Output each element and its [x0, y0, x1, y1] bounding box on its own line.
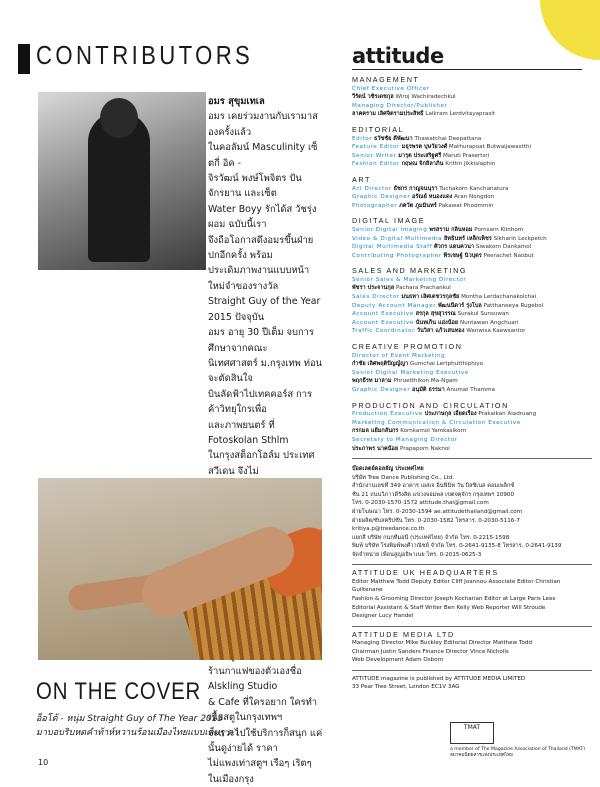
bio-line: ในคอลัมน์ Masculinity เซ็ตกี่ อิค -: [208, 142, 318, 169]
bio-line: จึงถือโอกาสดึงอมรขึ้นฝ่ายปกอีกครั้ง พร้อม: [208, 234, 314, 262]
staff-name-en: Peerachet Naobut: [483, 252, 534, 259]
contributor-photo: [38, 92, 206, 270]
staff-name-en: Laikram Lerdvitayaprasit: [425, 111, 495, 118]
staff-name-thai: ธวัชชัย ดีพัฒนา: [373, 135, 413, 142]
staff-name-thai: ลาคคราม เลิศจิตรามประสิทธิ์: [352, 111, 424, 118]
staff-name-en: Siwakorn Dankamol: [475, 244, 532, 251]
staff-row: [352, 377, 592, 386]
staff-row: [352, 110, 592, 119]
staff-role: Production Executive: [352, 411, 423, 418]
divider: [352, 626, 592, 627]
staff-name-thai: อรัณย์ หนองแดง: [412, 194, 453, 201]
staff-row: [352, 276, 592, 285]
bio-line: ในกรุงสต็อกโฮล์ม ประเทศสวีเดน จึงไม่: [208, 450, 315, 477]
staff-row: [352, 252, 592, 261]
publisher-line: โทร. 0-2030-1570-1572 attitude.thai@gmail.com: [352, 500, 489, 507]
masthead: [352, 76, 592, 692]
staff-row: [352, 85, 592, 94]
credit-line: Designer Lucy Handel: [352, 613, 414, 620]
staff-row: [352, 185, 592, 194]
tmat-mark: TMAT: [450, 722, 494, 744]
credit-line: Web Development Adam Osborn: [352, 657, 444, 664]
staff-role: Feature Editor: [352, 144, 400, 151]
publisher-line: พิมพ์ บริษัท โรงพิมพ์พงศ์วาณิชย์ จำกัด โทร. 0-2641-9135-8 โทรสาร. 0-2641-9139: [352, 543, 562, 550]
publisher-line: ฝ่ายผลิต/ซับสคริปชั่น โทร. 0-2030-1582 โทรสาร. 0-2030-5116-7 kritiya.p@treedance.co.th: [352, 517, 520, 533]
staff-name-en: Anumat Thamma: [446, 387, 495, 393]
staff-row: [352, 410, 592, 419]
staff-name-thai: สิทธินทร์ เหล็กเพ็ชร: [444, 235, 492, 242]
staff-name-thai: กรกมล แย้มกลั่นกร: [352, 428, 399, 435]
publisher-info: [352, 465, 592, 560]
staff-name-thai: กำชัย เลิศพฤติปัญญ์ญา: [352, 361, 409, 368]
staff-role: Managing Director/Publisher: [352, 102, 448, 109]
staff-name-thai: พัชรา ประจานกุล: [352, 285, 395, 292]
credit-line: Editor Matthew Todd Deputy Editor Cliff Joannou Associate Editor Christian Guiltenane: [352, 578, 561, 594]
staff-row: [352, 386, 592, 395]
staff-name-en: Gumchai Lertphutthiphiyo: [409, 361, 484, 368]
section-heading: ATTITUDE UK HEADQUARTERS: [352, 568, 499, 578]
staff-row: [352, 302, 592, 311]
imprint-line: ATTITUDE magazine is published by ATTITUDE MEDIA LIMITED: [352, 675, 526, 682]
staff-role: Account Executive: [352, 311, 414, 318]
cover-caption-line: อ็อโต้ - หนุ่ม Straight Guy of The Year 2015: [36, 714, 224, 724]
logo-text: a member of The Magazine Association of Thailand (TMAT): [450, 747, 586, 752]
staff-row: [352, 235, 592, 244]
staff-role: Digital Multimedia Staff: [352, 244, 433, 251]
staff-name-thai: พรสราม กลิ่นหอม: [429, 226, 473, 233]
staff-row: [352, 310, 592, 319]
bio-line: ประเดิมภาพงานแบบหน้าใหม่จำของรางวัล: [208, 265, 310, 292]
staff-name-thai: ศิวกร แดนควนา: [434, 244, 475, 251]
bio-line: Water Boyy รักได้ส วัชรุ่งผอม ฉบับนี้เรา: [208, 203, 317, 231]
staff-row: [352, 369, 592, 378]
bio-line: อมร เคยร่วมงานกับเรามาสองครั้งแล้ว: [208, 111, 318, 138]
staff-row: [352, 436, 592, 445]
staff-row: [352, 419, 592, 428]
staff-role: Photographer: [352, 202, 398, 209]
staff-name-thai: วันวิสา แก้วเสนทอง: [416, 328, 465, 335]
bio-text: [208, 109, 323, 787]
staff-row: [352, 160, 592, 169]
bio-line: & Cafe ที่ใครอยาก ใครทำเนื้อสตูในกรุงเทพฯ: [208, 696, 318, 724]
imprint-line: 33 Pear Tree Street, London EC1V 3AG: [352, 684, 460, 691]
contributor-bio: [208, 94, 323, 787]
staff-name-thai: ธัชกร กาญจนนุรา: [393, 185, 438, 192]
section-heading: EDITORIAL: [352, 124, 405, 134]
staff-role: Chief Executive Officer: [352, 85, 430, 92]
media-block: [352, 631, 592, 665]
credit-line: Managing Director Mike Buckley Editorial Director Matthew Todd: [352, 640, 532, 647]
contributors-title: CONTRIBUTORS: [36, 40, 254, 70]
section-heading: ATTITUDE MEDIA LTD: [352, 629, 455, 639]
staff-name-en: Patthaneeya Rugebol: [483, 302, 544, 309]
staff-name-thai: ประภาพร นาคน้อย: [352, 445, 399, 452]
staff-role: Senior Digital Imaging: [352, 226, 428, 233]
staff-name-thai: พฤกธีรท มาลาม: [352, 378, 392, 385]
staff-name-en: Phruetthikon Ma-Ngam: [393, 378, 458, 385]
staff-name-en: Montha Lerdachanakolchai: [461, 294, 537, 301]
staff-role: Art Director: [352, 185, 392, 192]
staff-row: [352, 319, 592, 328]
staff-role: Video & Digital Multimedia: [352, 235, 443, 242]
staff-role: Graphic Designer: [352, 194, 411, 201]
credit-line: Editorial Assistant & Staff Writer Ben Kelly Web Reporter Will Stroude: [352, 604, 546, 611]
publisher-line: บริษัท Tree Dance Publishing Co., Ltd.: [352, 474, 455, 481]
bio-line: บินลัดฟ้าไปเทคคอร์ส การค้าวิทยุใกรเพื่อ: [208, 388, 313, 416]
tmat-logo: [450, 722, 600, 759]
staff-name-thai: วีรัตน์ วชิรเดชกุล: [352, 94, 394, 101]
staff-name-en: Krittin Jikkislaphin: [445, 161, 496, 168]
section-heading: DIGITAL IMAGE: [352, 216, 426, 226]
staff-role: Senior Digital Marketing Executive: [352, 369, 469, 376]
yellow-corner-decoration: [540, 0, 600, 60]
staff-name-en: Sikharin Leckpetch: [493, 235, 547, 242]
bio-line: และภาพยนตร์ ที่ Fotoskolan Sthlm: [208, 419, 289, 446]
staff-role: Account Executive: [352, 319, 414, 326]
staff-name-thai: มารุต ประเสริฐศรี: [398, 152, 442, 159]
publisher-line: ชั้น 21 ถนนวิภาวดีรังสิต แขวงจอมพล เขตจตุจักร กรุงเทพฯ 10900: [352, 491, 515, 498]
staff-name-thai: นันทเก็น แอ่งน้อย: [415, 319, 459, 326]
bio-line: Straight Guy of the Year 2015 ปัจจุบัน: [208, 296, 321, 323]
section-heading: CREATIVE PROMOTION: [352, 342, 463, 352]
staff-name-en: Pakawat Phoommin: [438, 202, 494, 209]
bio-line: จิรวัฒน์ พงษ์โพจิตร ปันจักรยาน และเซ็ต: [208, 173, 302, 200]
staff-name-en: Kornkamol Yamkasikorn: [400, 428, 467, 435]
staff-row: [352, 293, 592, 302]
publisher-line: ฝ่ายโฆษณา โทร. 0-2030-1594 ae.attitudethailand@gmail.com: [352, 508, 523, 515]
staff-name-en: Pornsarn Klinhom: [474, 226, 524, 233]
divider: [352, 458, 592, 459]
staff-name-en: Mathurapoat Butwaijawastthi: [448, 144, 532, 151]
divider: [352, 69, 582, 70]
on-the-cover-title: ON THE COVER: [36, 678, 202, 705]
staff-role: Fashion Editor: [352, 161, 400, 168]
divider: [352, 564, 592, 565]
staff-name-en: Aran Nongdon: [454, 194, 495, 201]
staff-name-thai: ภควัต ภูมมินทร์: [399, 202, 437, 209]
staff-row: [352, 427, 592, 436]
staff-row: [352, 445, 592, 454]
staff-name-thai: สรกุล สุขสุวรรณ: [415, 311, 456, 318]
staff-row: [352, 360, 592, 369]
bio-line: จะแวะไปใช้บริการก็สนุก แค่นั้นดูง่ายได้ ราคา: [208, 727, 323, 755]
staff-row: [352, 102, 592, 111]
staff-role: Traffic Coordinator: [352, 328, 416, 335]
bio-line: อมร อายุ 30 ปีเต็ม จบการศึกษาจากคณะ: [208, 327, 314, 354]
publisher-line: จัดจำหน่าย เพื่อนสูญอธิพาเนย โทร. 0-2015-0625-3: [352, 551, 482, 558]
staff-name-thai: ประภาษกุล เอียดเรือง: [424, 411, 477, 418]
page-number: 10: [38, 758, 49, 767]
staff-role: Sales Director: [352, 294, 400, 301]
staff-role: Deputy Account Manager: [352, 302, 437, 309]
staff-name-en: Prakaikan Aiadruang: [478, 411, 537, 418]
staff-row: [352, 135, 592, 144]
section-heading: ART: [352, 174, 372, 184]
staff-name-en: Wiroj Wachiradechkul: [395, 94, 456, 101]
staff-name-thai: พีรเชษฐ์ นิวบุตร: [443, 252, 482, 259]
staff-name-en: Thawatchai Deepattana: [414, 135, 482, 142]
staff-row: [352, 143, 592, 152]
staff-name-thai: มธุรพรต บุษวัยวงศ์: [401, 144, 448, 151]
staff-row: [352, 93, 592, 102]
staff-name-thai: กฤษณ จิกสิลาภิน: [401, 161, 444, 168]
contributor-name: อมร สุขุมเทเล: [208, 96, 265, 107]
staff-role: Secretary to Managing Director: [352, 436, 458, 443]
section-heading: SALES AND MARKETING: [352, 266, 468, 276]
staff-row: [352, 352, 592, 361]
staff-row: [352, 284, 592, 293]
staff-name-thai: พัฒนนีดาร์ รุ่งโบล: [438, 302, 482, 309]
staff-name-thai: อนุมัติ ธรรมา: [412, 387, 445, 393]
cover-caption: [36, 712, 326, 740]
staff-name-en: Maruti Prasertsri: [442, 152, 490, 159]
staff-role: Editor: [352, 135, 373, 142]
section-heading: MANAGEMENT: [352, 75, 420, 84]
staff-row: [352, 243, 592, 252]
staff-role: Marketing Communication & Circulation Executive: [352, 419, 521, 426]
divider: [352, 670, 592, 671]
bio-line: ร้านกาแฟของตัวเองชื่อ Alskling Studio: [208, 666, 302, 693]
bio-line: นิเทศศาสตร์ ม.กรุงเทพ ท่อนจะตัดสินใจ: [208, 357, 322, 385]
cover-photo: [38, 478, 322, 660]
staff-name-en: Pachara Prachankul: [395, 285, 451, 292]
staff-role: Senior Writer: [352, 152, 397, 159]
staff-row: [352, 152, 592, 161]
staff-role: Senior Sales & Marketing Director: [352, 276, 467, 283]
staff-role: Graphic Designer: [352, 387, 411, 393]
cover-caption-line: มาบอบริบหดคำท้าห์หวานร้อนเมืองไทยแบบเต็มๆ ตา: [36, 728, 238, 738]
staff-role: Contributing Photographer: [352, 252, 442, 259]
staff-row: [352, 226, 592, 235]
staff-name-en: Prapaporn Naknoi: [399, 445, 450, 452]
staff-row: [352, 327, 592, 336]
publisher-line: สำนักงานเลขที่ 349 อาคาร เอสเจ อินฟินิท วัน บิสซิเนส คอมเพล็กซ์: [352, 483, 515, 490]
credit-line: Fashion & Grooming Director Joseph Kocharian Editor at Large Paris Lees: [352, 596, 556, 603]
staff-name-thai: มนธทา เลิศเดชวรกุลชัย: [401, 294, 460, 301]
staff-name-en: Wanwisa Kaewsantor: [466, 328, 526, 335]
staff-name-en: Surakul Sunsuwan: [457, 311, 509, 318]
publisher-line: แยกสี บริษัท กนกทีมอนี (ประเทศไทย) จำกัด โทร. 0-2215-1598: [352, 534, 510, 541]
publisher-heading: บ๊อดเลตย์ดอลยัญ ประเทศไทย: [352, 465, 424, 472]
staff-name-en: Nuntawan Angchuari: [459, 319, 519, 326]
staff-name-en: Tuchakorn Kanchanatura: [439, 185, 509, 192]
section-heading: PRODUCTION AND CIRCULATION: [352, 400, 509, 410]
staff-role: Director of Event Marketing: [352, 352, 446, 359]
brand-logo: attitude: [352, 44, 444, 68]
logo-text: สมาคมนิตยสารแห่งประเทศไทย: [450, 753, 513, 758]
section-bar: [18, 44, 30, 74]
staff-row: [352, 193, 592, 202]
staff-row: [352, 202, 592, 211]
uk-block: [352, 569, 592, 621]
credit-line: Chairman Justin Sanders Finance Director Vince Nicholls: [352, 648, 509, 655]
bio-line: ไม่แพงเท่าสตูฯ เรือๆ เริตๆ ในเมืองกรุง: [208, 758, 312, 785]
